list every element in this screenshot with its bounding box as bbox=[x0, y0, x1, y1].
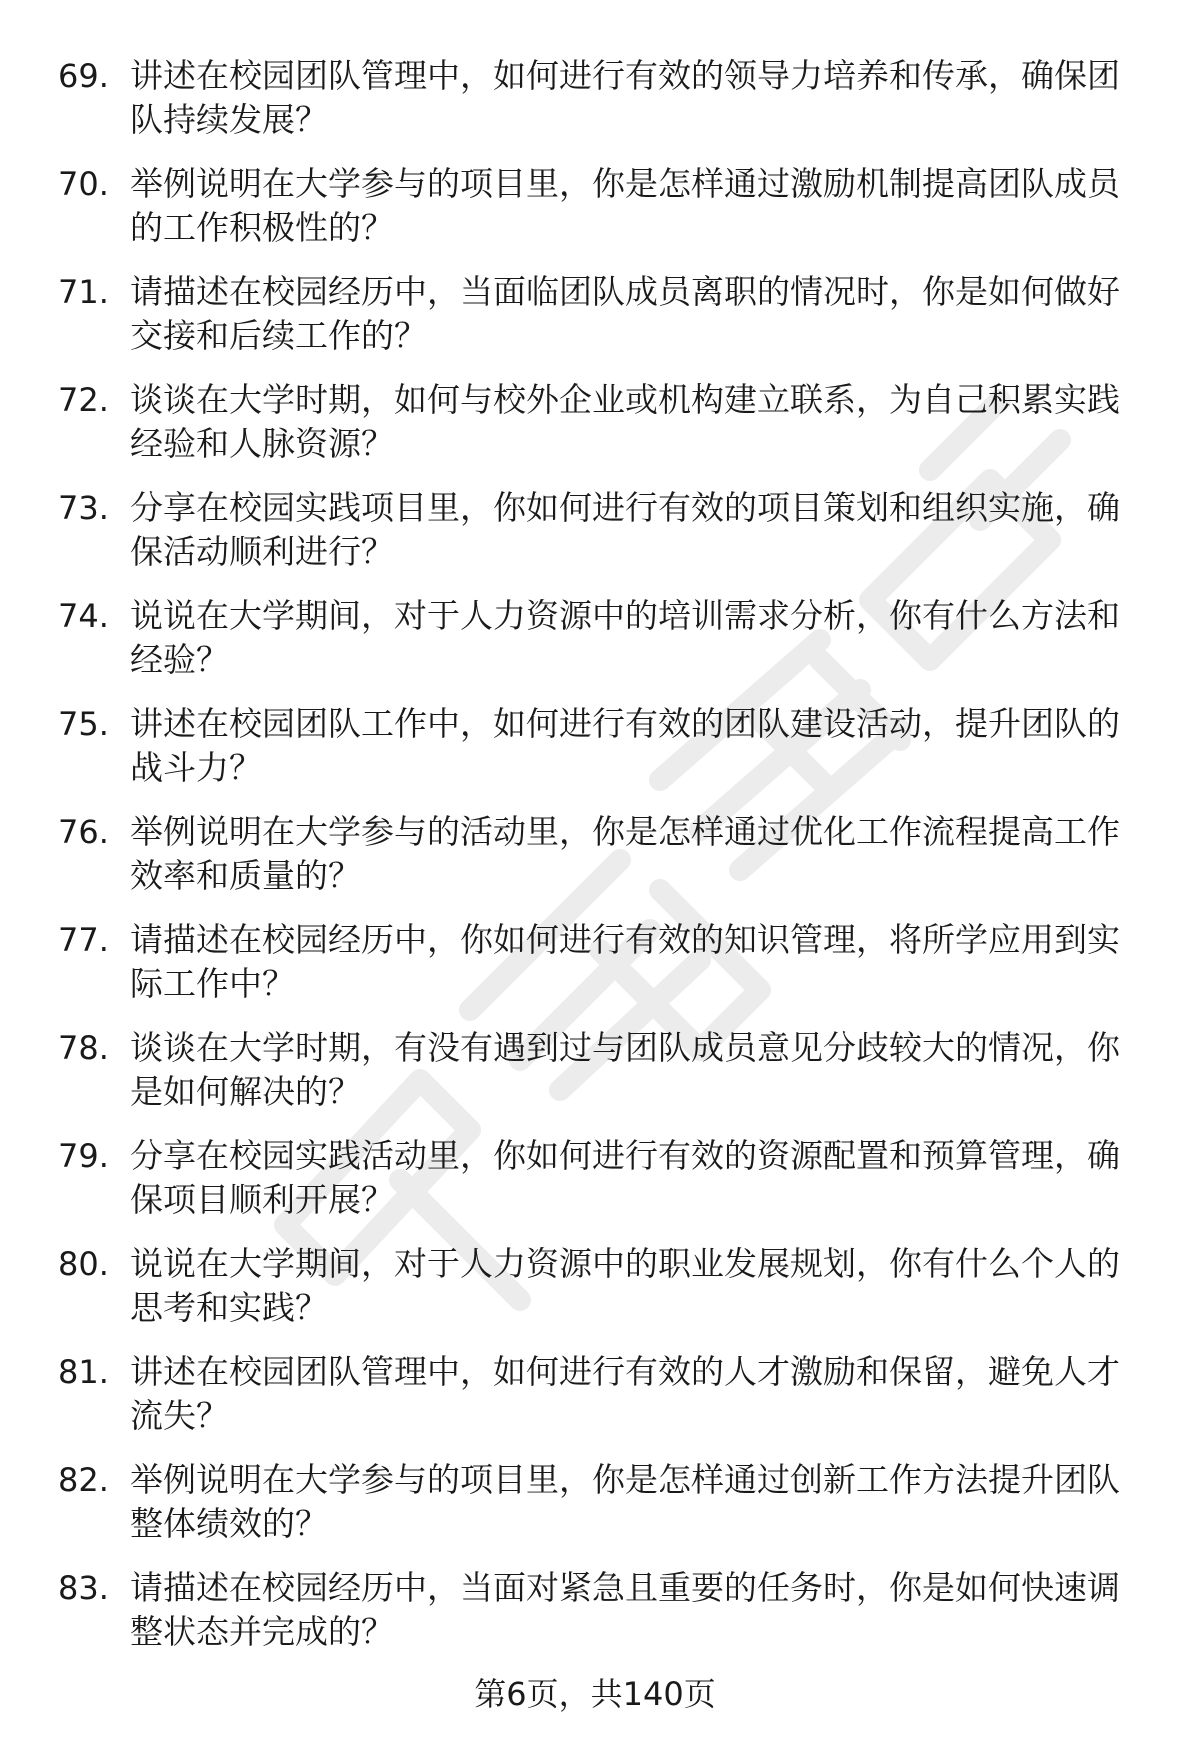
question-number: 78. bbox=[58, 1029, 109, 1067]
question-text: 分享在校园实践项目里，你如何进行有效的项目策划和组织实施，确保活动顺利进行？ bbox=[130, 488, 1120, 571]
question-text: 分享在校园实践活动里，你如何进行有效的资源配置和预算管理，确保项目顺利开展？ bbox=[130, 1136, 1120, 1219]
page-number-label: 第6页，共140页 bbox=[474, 1675, 716, 1713]
question-item bbox=[58, 270, 1148, 358]
question-text: 谈谈在大学时期，如何与校外企业或机构建立联系，为自己积累实践经验和人脉资源？ bbox=[130, 380, 1120, 463]
question-item bbox=[58, 1242, 1148, 1330]
question-number: 77. bbox=[58, 921, 109, 959]
question-item bbox=[58, 1134, 1148, 1222]
question-number: 69. bbox=[58, 57, 109, 95]
question-text: 讲述在校园团队管理中，如何进行有效的人才激励和保留，避免人才流失？ bbox=[130, 1352, 1120, 1435]
question-text: 请描述在校园经历中，你如何进行有效的知识管理，将所学应用到实际工作中？ bbox=[130, 920, 1120, 1003]
question-number: 80. bbox=[58, 1245, 109, 1283]
question-item bbox=[58, 918, 1148, 1006]
question-number: 81. bbox=[58, 1353, 109, 1391]
question-number: 79. bbox=[58, 1137, 109, 1175]
question-text: 请描述在校园经历中，当面临团队成员离职的情况时，你是如何做好交接和后续工作的？ bbox=[130, 272, 1120, 355]
question-item bbox=[58, 594, 1148, 682]
question-text: 谈谈在大学时期，有没有遇到过与团队成员意见分歧较大的情况，你是如何解决的？ bbox=[130, 1028, 1120, 1111]
question-item bbox=[58, 702, 1148, 790]
question-text: 举例说明在大学参与的项目里，你是怎样通过激励机制提高团队成员的工作积极性的？ bbox=[130, 164, 1120, 247]
question-item bbox=[58, 1026, 1148, 1114]
page-footer bbox=[0, 1672, 1190, 1716]
question-item bbox=[58, 162, 1148, 250]
question-number: 75. bbox=[58, 705, 109, 743]
question-item bbox=[58, 378, 1148, 466]
question-text: 说说在大学期间，对于人力资源中的职业发展规划，你有什么个人的思考和实践？ bbox=[130, 1244, 1120, 1327]
question-text: 讲述在校园团队工作中，如何进行有效的团队建设活动，提升团队的战斗力？ bbox=[130, 704, 1120, 787]
question-item bbox=[58, 810, 1148, 898]
question-number: 76. bbox=[58, 813, 109, 851]
question-text: 举例说明在大学参与的活动里，你是怎样通过优化工作流程提高工作效率和质量的？ bbox=[130, 812, 1120, 895]
question-text: 请描述在校园经历中，当面对紧急且重要的任务时，你是如何快速调整状态并完成的？ bbox=[130, 1568, 1120, 1651]
question-number: 72. bbox=[58, 381, 109, 419]
question-item bbox=[58, 54, 1148, 142]
question-item bbox=[58, 1350, 1148, 1438]
question-number: 74. bbox=[58, 597, 109, 635]
question-text: 讲述在校园团队管理中，如何进行有效的领导力培养和传承，确保团队持续发展？ bbox=[130, 56, 1120, 139]
question-list bbox=[58, 54, 1148, 1674]
question-number: 82. bbox=[58, 1461, 109, 1499]
question-number: 71. bbox=[58, 273, 109, 311]
question-item bbox=[58, 1458, 1148, 1546]
question-number: 70. bbox=[58, 165, 109, 203]
question-item bbox=[58, 486, 1148, 574]
question-item bbox=[58, 1566, 1148, 1654]
question-text: 说说在大学期间，对于人力资源中的培训需求分析，你有什么方法和经验？ bbox=[130, 596, 1120, 679]
question-text: 举例说明在大学参与的项目里，你是怎样通过创新工作方法提升团队整体绩效的？ bbox=[130, 1460, 1120, 1543]
question-number: 83. bbox=[58, 1569, 109, 1607]
question-number: 73. bbox=[58, 489, 109, 527]
